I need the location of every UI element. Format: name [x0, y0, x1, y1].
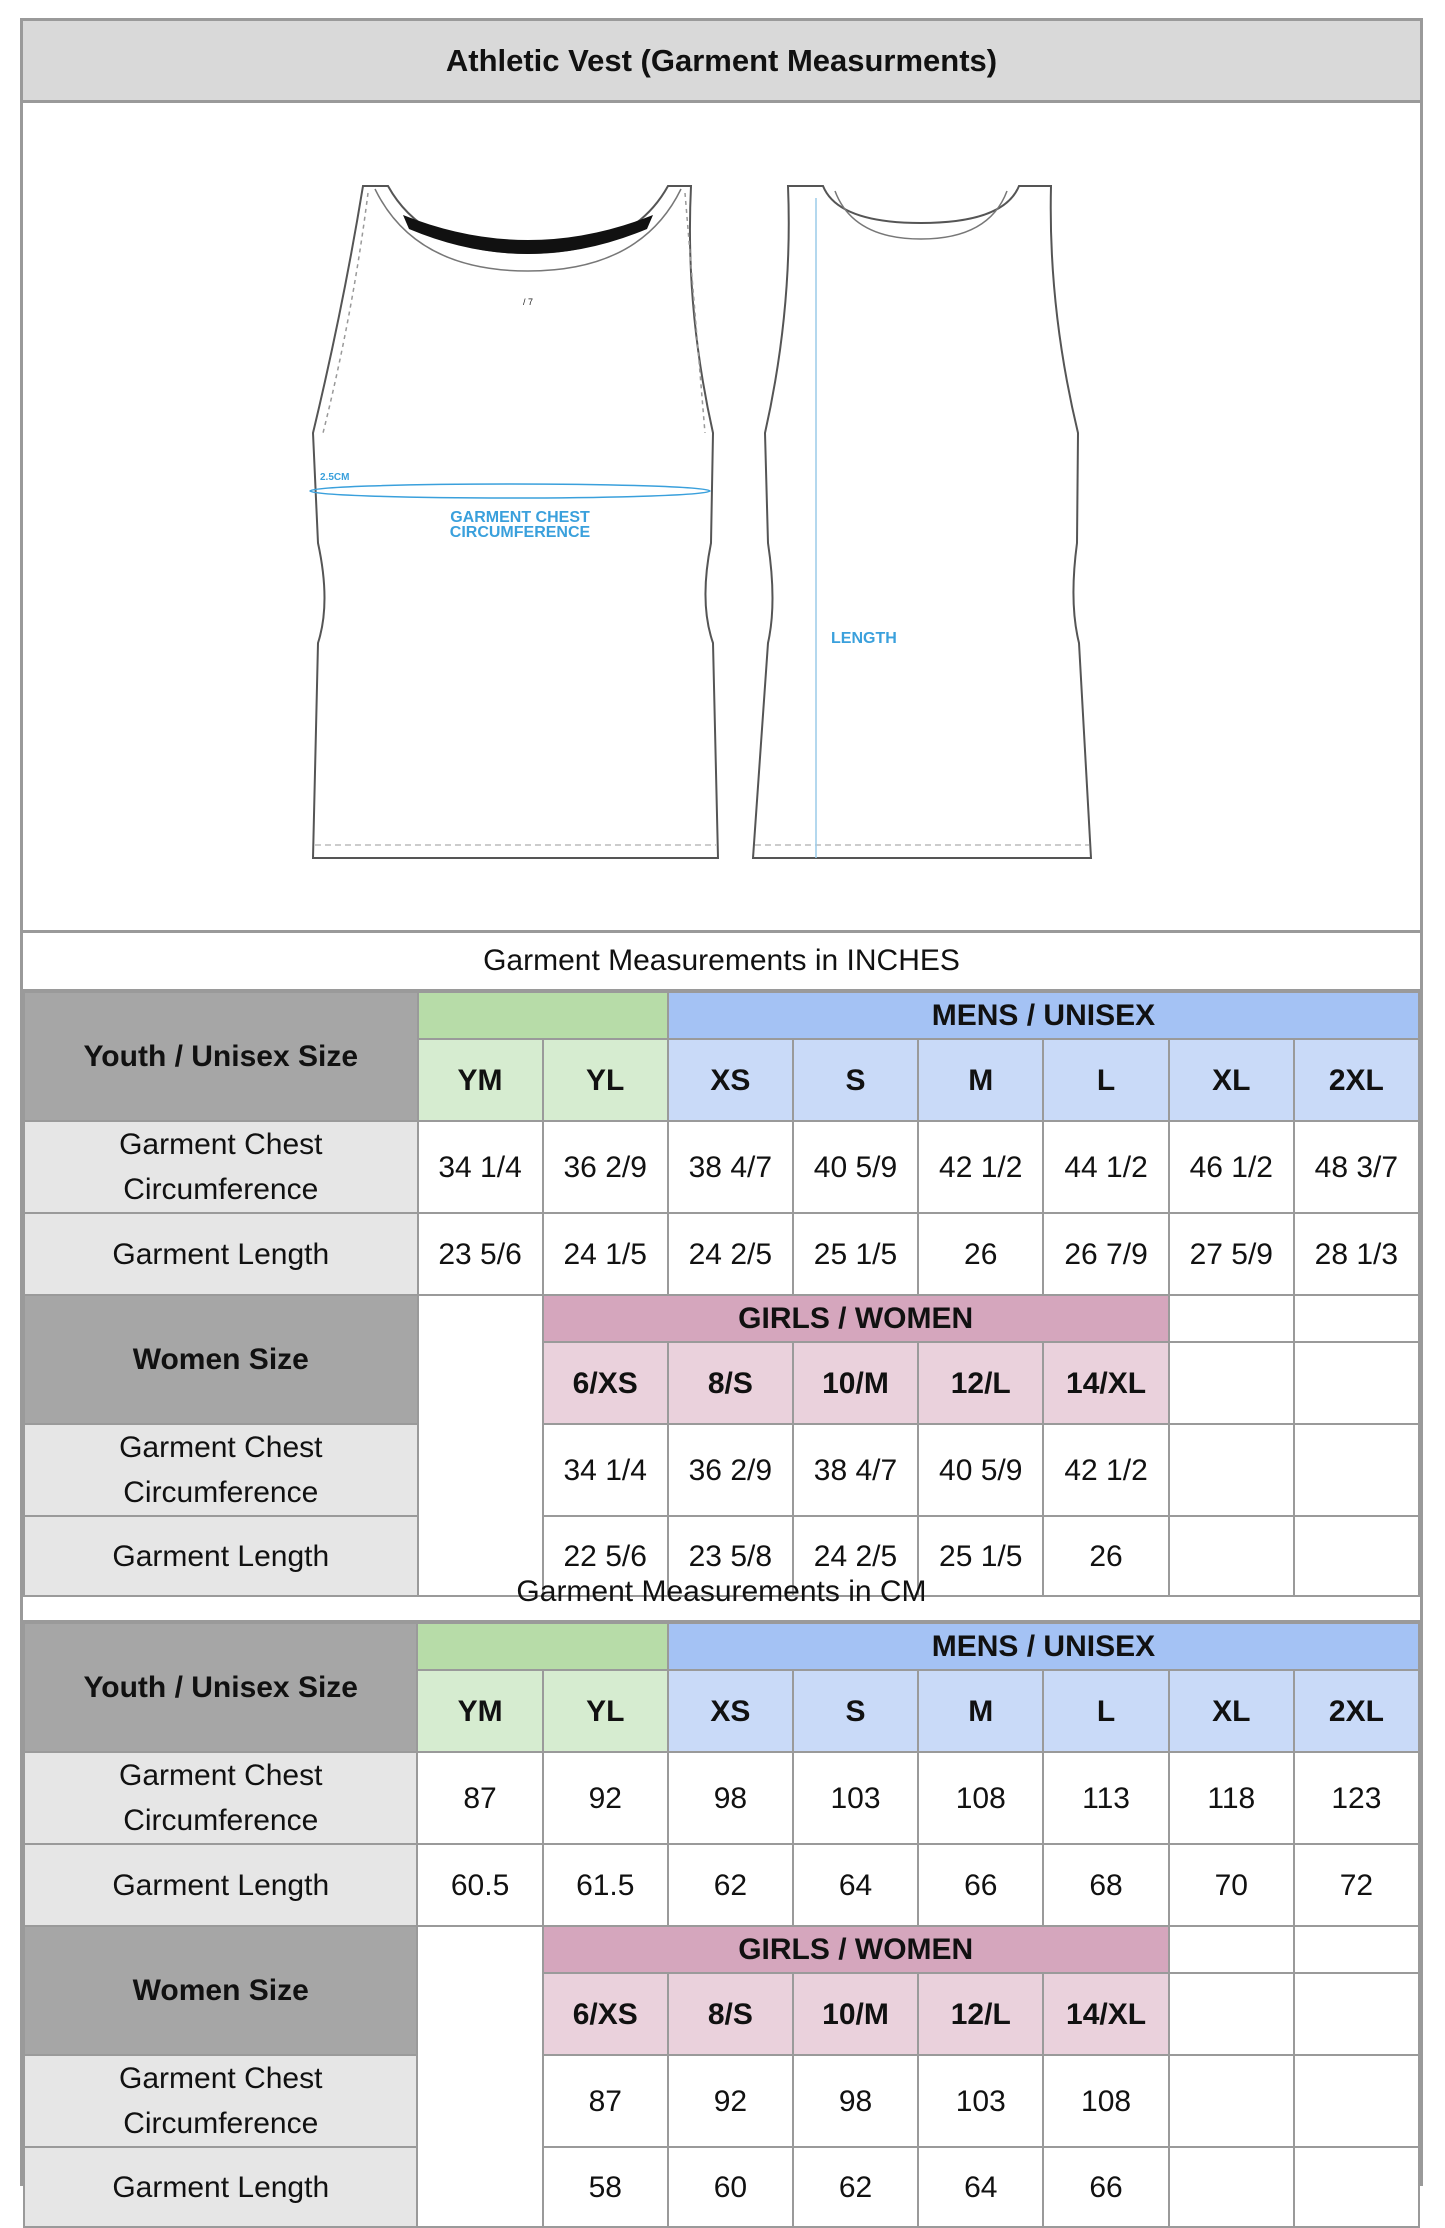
cm-women-blank-col	[417, 1926, 542, 2227]
cm-women-chest-value: 103	[918, 2055, 1043, 2147]
inches-women-length-value: 22 5/6	[543, 1516, 668, 1596]
inches-size-yl: YL	[543, 1039, 668, 1121]
inches-women-blank-cell	[1294, 1342, 1419, 1424]
cm-youth-chest-label: Garment Chest Circumference	[24, 1752, 417, 1844]
inches-women-length-value: 24 2/5	[793, 1516, 918, 1596]
cm-women-blank-cell	[1294, 2055, 1419, 2147]
offset-label: 2.5CM	[320, 472, 350, 483]
cm-youth-group-label: Youth / Unisex Size	[24, 1623, 417, 1752]
inches-heading: Garment Measurements in INCHES	[23, 933, 1420, 991]
cm-women-chest-value: 108	[1043, 2055, 1168, 2147]
inches-youth-header-row	[24, 992, 1419, 1039]
garment-illustration	[23, 103, 1420, 933]
inches-youth-length-value: 27 5/9	[1169, 1213, 1294, 1295]
cm-youth-length-value: 64	[793, 1844, 918, 1926]
inches-size-l: L	[1043, 1039, 1168, 1121]
inches-youth-length-value: 26	[918, 1213, 1043, 1295]
cm-women-blank-cell	[1294, 1926, 1419, 1973]
cm-youth-chest-value: 92	[543, 1752, 668, 1844]
cm-women-blank-cell	[1294, 2147, 1419, 2227]
cm-women-length-value: 58	[543, 2147, 668, 2227]
cm-youth-chest-value: 98	[668, 1752, 793, 1844]
cm-women-length-value: 62	[793, 2147, 918, 2227]
cm-women-chest-value: 87	[543, 2055, 668, 2147]
cm-size-m: M	[918, 1670, 1043, 1752]
inches-youth-chest-value: 48 3/7	[1294, 1121, 1419, 1213]
cm-women-chest-value: 92	[668, 2055, 793, 2147]
inches-size-m: M	[918, 1039, 1043, 1121]
inches-women-chest-value: 34 1/4	[543, 1424, 668, 1516]
cm-women-size: 10/M	[793, 1973, 918, 2055]
inches-women-blank-cell	[1294, 1295, 1419, 1342]
cm-women-chest-label: Garment Chest Circumference	[24, 2055, 417, 2147]
inches-women-blank-cell	[1294, 1424, 1419, 1516]
inches-youth-chest-value: 38 4/7	[668, 1121, 793, 1213]
inches-size-2xl: 2XL	[1294, 1039, 1419, 1121]
cm-women-blank-cell	[1294, 1973, 1419, 2055]
cm-women-chest-row	[24, 2055, 1419, 2147]
inches-women-size: 12/L	[918, 1342, 1043, 1424]
cm-women-size: 14/XL	[1043, 1973, 1168, 2055]
cm-heading: Garment Measurements in CM	[23, 1564, 1420, 1622]
cm-youth-length-value: 72	[1294, 1844, 1419, 1926]
cm-women-size: 6/XS	[543, 1973, 668, 2055]
cm-size-l: L	[1043, 1670, 1168, 1752]
inches-women-group-label: Women Size	[24, 1295, 418, 1424]
inches-youth-header	[418, 992, 668, 1039]
inches-women-chest-value: 40 5/9	[918, 1424, 1043, 1516]
cm-size-ym: YM	[417, 1670, 542, 1752]
cm-women-chest-value: 98	[793, 2055, 918, 2147]
back-vest-drawing	[753, 186, 1091, 858]
cm-youth-length-value: 60.5	[417, 1844, 542, 1926]
inches-women-header-row	[24, 1295, 1419, 1342]
cm-women-size: 8/S	[668, 1973, 793, 2055]
length-label: LENGTH	[831, 630, 897, 647]
cm-women-length-label: Garment Length	[24, 2147, 417, 2227]
inches-youth-chest-label: Garment Chest Circumference	[24, 1121, 418, 1213]
inches-size-xl: XL	[1169, 1039, 1294, 1121]
cm-youth-length-label: Garment Length	[24, 1844, 417, 1926]
cm-women-blank-cell	[1169, 2147, 1294, 2227]
inches-youth-length-value: 25 1/5	[793, 1213, 918, 1295]
cm-women-blank-cell	[1169, 1926, 1294, 1973]
cm-youth-length-value: 70	[1169, 1844, 1294, 1926]
inches-youth-chest-value: 44 1/2	[1043, 1121, 1168, 1213]
inches-women-length-value: 23 5/8	[668, 1516, 793, 1596]
neck-tag-text: / 7	[522, 297, 534, 307]
cm-size-s: S	[793, 1670, 918, 1752]
inches-youth-length-value: 24 1/5	[543, 1213, 668, 1295]
inches-youth-chest-row	[24, 1121, 1419, 1213]
inches-women-size: 10/M	[793, 1342, 918, 1424]
inches-women-blank-cell	[1169, 1295, 1294, 1342]
inches-women-chest-value: 36 2/9	[668, 1424, 793, 1516]
cm-youth-length-value: 68	[1043, 1844, 1168, 1926]
inches-women-length-value: 25 1/5	[918, 1516, 1043, 1596]
inches-women-length-label: Garment Length	[24, 1516, 418, 1596]
cm-size-xl: XL	[1169, 1670, 1294, 1752]
inches-size-ym: YM	[418, 1039, 543, 1121]
size-chart-sheet	[20, 18, 1423, 2204]
cm-youth-chest-value: 118	[1169, 1752, 1294, 1844]
inches-women-blank-col	[418, 1295, 543, 1596]
cm-youth-chest-value: 113	[1043, 1752, 1168, 1844]
cm-women-blank-cell	[1169, 2055, 1294, 2147]
chest-label-line2: CIRCUMFERENCE	[449, 524, 591, 541]
inches-youth-chest-value: 40 5/9	[793, 1121, 918, 1213]
cm-mens-header: MENS / UNISEX	[668, 1623, 1419, 1670]
cm-table	[23, 1622, 1420, 2228]
cm-youth-length-value: 62	[668, 1844, 793, 1926]
inches-women-blank-cell	[1169, 1424, 1294, 1516]
inches-women-size: 8/S	[668, 1342, 793, 1424]
cm-youth-chest-value: 87	[417, 1752, 542, 1844]
inches-youth-chest-value: 46 1/2	[1169, 1121, 1294, 1213]
cm-youth-chest-value: 123	[1294, 1752, 1419, 1844]
inches-mens-header: MENS / UNISEX	[668, 992, 1419, 1039]
cm-women-header: GIRLS / WOMEN	[543, 1926, 1169, 1973]
cm-size-2xl: 2XL	[1294, 1670, 1419, 1752]
inches-women-chest-label: Garment Chest Circumference	[24, 1424, 418, 1516]
inches-youth-length-value: 26 7/9	[1043, 1213, 1168, 1295]
inches-size-s: S	[793, 1039, 918, 1121]
inches-youth-length-value: 28 1/3	[1294, 1213, 1419, 1295]
cm-size-yl: YL	[543, 1670, 668, 1752]
inches-women-chest-value: 42 1/2	[1043, 1424, 1168, 1516]
inches-youth-length-label: Garment Length	[24, 1213, 418, 1295]
chest-label-line1: GARMENT CHEST	[450, 509, 590, 526]
cm-youth-length-row	[24, 1844, 1419, 1926]
cm-youth-header-row	[24, 1623, 1419, 1670]
inches-youth-chest-value: 34 1/4	[418, 1121, 543, 1213]
cm-youth-length-value: 66	[918, 1844, 1043, 1926]
cm-women-group-label: Women Size	[24, 1926, 417, 2055]
page-title: Athletic Vest (Garment Measurments)	[23, 21, 1420, 103]
cm-youth-chest-row	[24, 1752, 1419, 1844]
inches-youth-length-value: 23 5/6	[418, 1213, 543, 1295]
inches-women-length-value: 26	[1043, 1516, 1168, 1596]
inches-youth-length-row	[24, 1213, 1419, 1295]
cm-women-length-row	[24, 2147, 1419, 2227]
cm-youth-chest-value: 103	[793, 1752, 918, 1844]
cm-women-blank-cell	[1169, 1973, 1294, 2055]
inches-youth-chest-value: 42 1/2	[918, 1121, 1043, 1213]
cm-youth-length-value: 61.5	[543, 1844, 668, 1926]
inches-women-chest-value: 38 4/7	[793, 1424, 918, 1516]
cm-women-size: 12/L	[918, 1973, 1043, 2055]
inches-youth-group-label: Youth / Unisex Size	[24, 992, 418, 1121]
cm-women-header-row	[24, 1926, 1419, 1973]
inches-women-blank-cell	[1169, 1342, 1294, 1424]
inches-youth-chest-value: 36 2/9	[543, 1121, 668, 1213]
cm-youth-chest-value: 108	[918, 1752, 1043, 1844]
inches-women-chest-row	[24, 1424, 1419, 1516]
cm-women-length-value: 66	[1043, 2147, 1168, 2227]
cm-size-xs: XS	[668, 1670, 793, 1752]
cm-women-length-value: 60	[668, 2147, 793, 2227]
inches-women-size: 14/XL	[1043, 1342, 1168, 1424]
inches-youth-length-value: 24 2/5	[668, 1213, 793, 1295]
inches-table	[23, 991, 1420, 1597]
inches-women-size: 6/XS	[543, 1342, 668, 1424]
cm-youth-header	[417, 1623, 667, 1670]
inches-women-header: GIRLS / WOMEN	[543, 1295, 1169, 1342]
cm-women-length-value: 64	[918, 2147, 1043, 2227]
inches-size-xs: XS	[668, 1039, 793, 1121]
